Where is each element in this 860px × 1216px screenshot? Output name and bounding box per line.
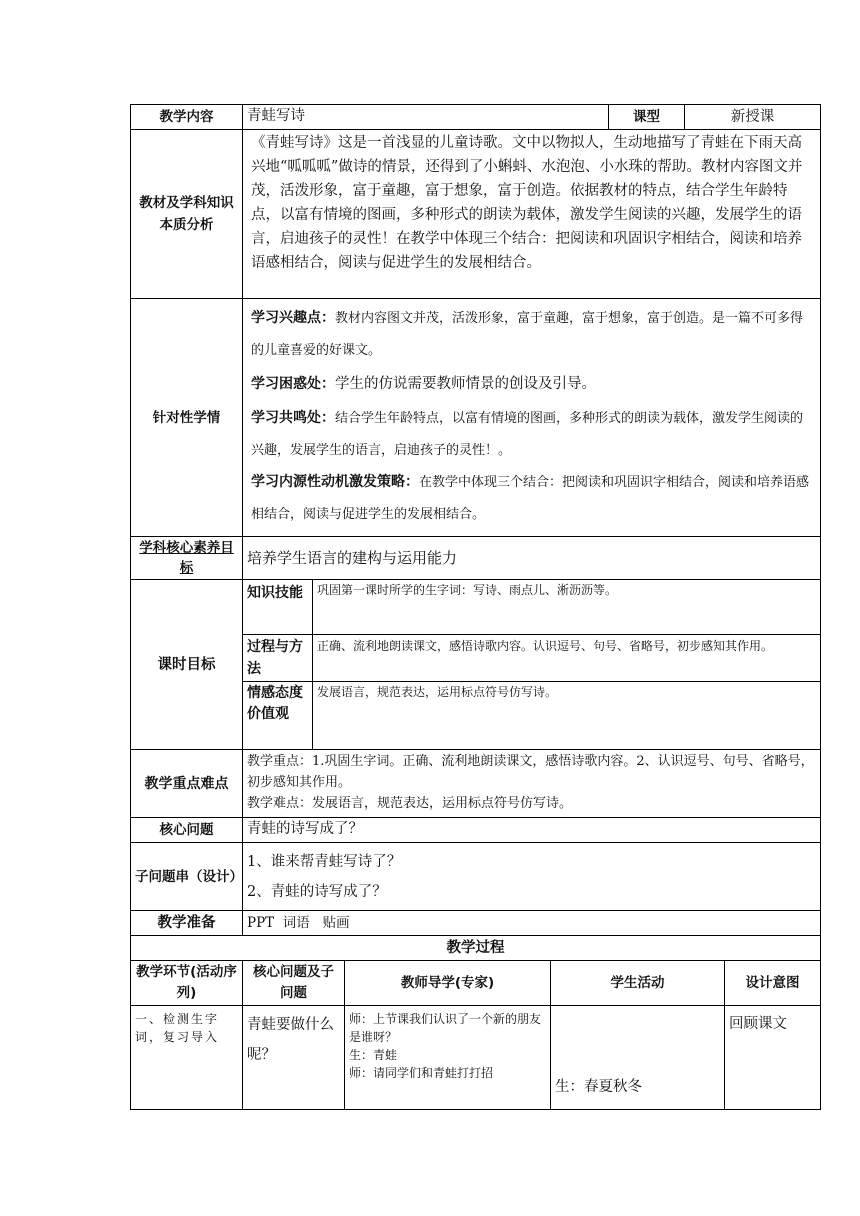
key-points-content: [243, 750, 821, 818]
content-label: 教学内容: [131, 105, 243, 130]
process-intent-1: 回顾课文: [725, 1006, 821, 1110]
teaching-difficulty: 教学难点：发展语言，规范表达，运用标点符号仿写诗。: [247, 796, 573, 811]
teacher-line: 师：请同学们和青蛙打打招: [349, 1066, 494, 1080]
teacher-line: 师：上节课我们认识了一个新的朋友是谁呀？: [349, 1012, 542, 1044]
teacher-line: 生：青蛙: [349, 1048, 398, 1062]
process-col-intent: 设计意图: [725, 961, 821, 1006]
objectives-label: 课时目标: [131, 580, 243, 750]
objective-text-knowledge: 巩固第一课时所学的生字词：写诗、雨点儿、淅沥沥等。: [313, 580, 821, 635]
process-student-1: 生：春夏秋冬: [551, 1006, 725, 1110]
objective-name-knowledge: 知识技能: [243, 580, 313, 635]
objective-text-emotion: 发展语言，规范表达，运用标点符号仿写诗。: [313, 682, 821, 750]
motivation-strategy: 学习内源性动机激发策略：在教学中体现三个结合：把阅读和巩固识字相结合，阅读和培养语感相结合，阅读与促进学生的发展相结合。: [251, 474, 810, 522]
process-title: 教学过程: [131, 936, 821, 961]
process-col-teacher: 教师导学(专家): [345, 961, 551, 1006]
core-question-text: 青蛙的诗写成了？: [243, 818, 821, 843]
objective-text-process: 正确、流利地朗读课文，感悟诗歌内容。认识逗号、句号、省略号，初步感知其作用。: [313, 635, 821, 682]
lesson-type-label: 课型: [609, 105, 685, 130]
analysis-label: 教材及学科知识本质分析: [131, 130, 243, 299]
preparation-text: PPT 词语 贴画: [243, 911, 821, 936]
core-goal-label: 学科核心素养目标: [131, 537, 243, 580]
core-goal-text: 培养学生语言的建构与运用能力: [243, 537, 821, 580]
resonance-point: 学习共鸣处：结合学生年龄特点，以富有情境的图画，多种形式的朗读为载体，激发学生阅读的兴趣，发展学生的语言，启迪孩子的灵性！。: [251, 410, 804, 458]
process-question-1: 青蛙要做什么呢？: [243, 1006, 345, 1110]
process-col-student: 学生活动: [551, 961, 725, 1006]
objective-name-emotion: 情感态度价值观: [243, 682, 313, 750]
process-col-question: 核心问题及子问题: [243, 961, 345, 1006]
sub-question-1: 1、谁来帮青蛙写诗了？: [247, 854, 402, 870]
learning-content: [243, 299, 821, 537]
objective-name-process: 过程与方法: [243, 635, 313, 682]
sub-questions-label: 子问题串（设计）: [131, 843, 243, 911]
preparation-label: 教学准备: [131, 911, 243, 936]
process-teacher-1: [345, 1006, 551, 1110]
lesson-type-value: 新授课: [685, 105, 821, 130]
sub-question-2: 2、青蛙的诗写成了？: [247, 884, 387, 900]
confusion-point: 学习困惑处：学生的仿说需要教师情景的创设及引导。: [251, 376, 596, 392]
lesson-plan-table: [130, 104, 821, 1110]
process-stage-1: 一、检测生字词，复习导入: [131, 1006, 243, 1110]
interest-point: 学习兴趣点：教材内容图文并茂，活泼形象，富于童趣，富于想象，富于创造。是一篇不可多得的儿童喜爱的好课文。: [251, 310, 804, 358]
learning-label: 针对性学情: [131, 299, 243, 537]
teaching-focus: 教学重点：1.巩固生字词。正确、流利地朗读课文，感悟诗歌内容。2、认识逗号、句号、省略号，初步感知其作用。: [247, 754, 814, 790]
process-col-stage: 教学环节(活动序列): [131, 961, 243, 1006]
sub-questions-list: [243, 843, 821, 911]
analysis-text: 《青蛙写诗》这是一首浅显的儿童诗歌。文中以物拟人，生动地描写了青蛙在下雨天高兴地“呱呱呱”做诗的情景，还得到了小蝌蚪、水泡泡、小水珠的帮助。教材内容图文并茂，活泼形象，富于童趣，富于想象，富于创造。依据教材的特点，结合学生年龄特点，以富有情境的图画，多种形式的朗读为载体，激发学生阅读的兴趣，发展学生的语言，启迪孩子的灵性！在教学中体现三个结合：把阅读和巩固识字相结合，阅读和培养语感相结合，阅读与促进学生的发展相结合。: [243, 130, 821, 299]
core-question-label: 核心问题: [131, 818, 243, 843]
key-points-label: 教学重点难点: [131, 750, 243, 818]
lesson-title: 青蛙写诗: [243, 105, 609, 130]
